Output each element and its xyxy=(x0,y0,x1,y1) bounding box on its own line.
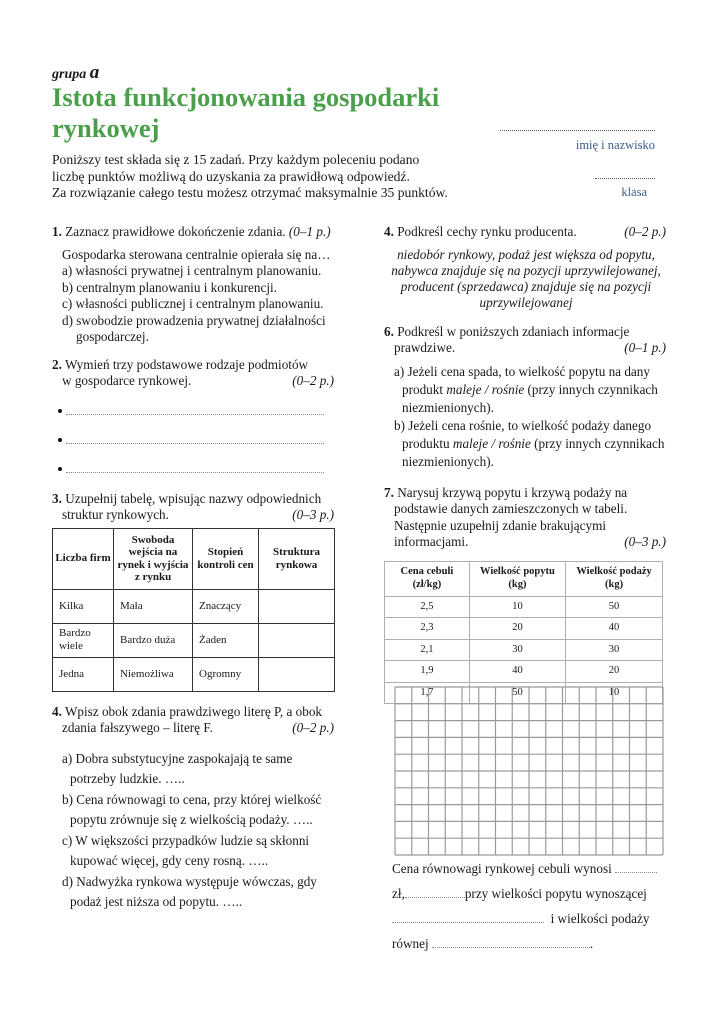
table-header: Stopień kontroli cen xyxy=(193,528,259,589)
table-header: Wielkość podaży (kg) xyxy=(566,561,663,596)
question-prompt: w gospodarce rynkowej. xyxy=(62,373,192,388)
unit-blank[interactable] xyxy=(405,885,465,898)
question-number: 7. xyxy=(384,484,394,500)
answer-line[interactable] xyxy=(52,432,336,448)
statement-text: b) Cena równowagi to cena, przy której wielkość xyxy=(62,791,322,807)
table-row xyxy=(385,639,663,661)
table-cell: 30 xyxy=(469,639,565,661)
table-cell: 10 xyxy=(469,596,565,618)
question-prompt: zdania fałszywego – literę F. xyxy=(62,720,213,735)
table-cell: 2,1 xyxy=(385,639,470,661)
question-2-header xyxy=(52,357,336,374)
left-column xyxy=(52,224,336,913)
table-cell: Jedna xyxy=(53,657,114,691)
table-row xyxy=(385,596,663,618)
question-points: (0–1 p.) xyxy=(624,340,666,355)
table-cell: 10 xyxy=(566,682,663,704)
table-cell: Mała xyxy=(114,589,193,623)
answer-text: równej xyxy=(392,936,429,951)
supply-blank[interactable] xyxy=(432,935,590,948)
statement-text: (przy innych czynnikach xyxy=(534,435,665,451)
table-cell: Żaden xyxy=(193,623,259,657)
option-text[interactable]: producent (sprzedawca) znajduje się na pozycji xyxy=(400,278,652,294)
question-1 xyxy=(52,224,336,346)
table-header: Swoboda wejścia na rynek i wyjścia z rynku xyxy=(114,528,193,589)
question-4 xyxy=(52,704,336,913)
question-6 xyxy=(384,324,668,471)
answer-text: Cena równowagi rynkowej cebuli wynosi xyxy=(392,861,612,876)
question-prompt: Podkreśl cechy rynku producenta. xyxy=(397,224,577,239)
table-cell: 50 xyxy=(469,682,565,704)
statement-text: niezmienionych). xyxy=(402,399,494,415)
statement-text: produkt xyxy=(402,381,444,397)
statement-text: potrzeby ludzkie. xyxy=(70,771,162,786)
answer-cell[interactable] xyxy=(259,589,335,623)
answer-option[interactable]: b) centralnym planowaniu i konkurencji. xyxy=(62,279,277,295)
drawing-grid[interactable] xyxy=(394,686,664,856)
bullet-icon xyxy=(58,409,62,413)
option-text[interactable]: nabywca znajduje się na pozycji uprzywilejowanej, xyxy=(391,262,661,278)
question-prompt: Podkreśl w poniższych zdaniach informacje xyxy=(397,323,630,339)
class-field[interactable] xyxy=(595,172,655,179)
intro-line: Poniższy test składa się z 15 zadań. Przy każdym poleceniu podano xyxy=(52,152,420,167)
question-prompt: Uzupełnij tabelę, wpisując nazwy odpowiednich xyxy=(65,490,322,506)
table-cell: 2,5 xyxy=(385,596,470,618)
grid-lines[interactable] xyxy=(394,686,664,856)
answer-blank[interactable]: ….. xyxy=(292,812,313,827)
answer-option[interactable]: a) własności prywatnej i centralnym planowaniu. xyxy=(62,263,322,278)
question-prompt: podstawie danych zamieszczonych w tabeli. xyxy=(394,501,628,516)
bullet-icon xyxy=(58,467,62,471)
table-cell: Bardzo duża xyxy=(114,623,193,657)
answer-text: zł, xyxy=(392,886,405,901)
table-header: Struktura rynkowa xyxy=(259,528,335,589)
table-cell: 1,7 xyxy=(385,682,470,704)
question-prompt: Wpisz obok zdania prawdziwego literę P, a obok xyxy=(64,703,323,719)
page-title: Istota funkcjonowania gospodarki rynkowej xyxy=(52,82,440,143)
statement-text: a) Jeżeli cena spada, to wielkość popytu na dany xyxy=(394,363,650,379)
question-number: 1. xyxy=(52,224,62,239)
question-points: (0–2 p.) xyxy=(624,224,666,239)
table-cell: Niemożliwa xyxy=(114,657,193,691)
table-cell: 20 xyxy=(566,661,663,683)
question-header xyxy=(384,485,668,502)
onion-price-table xyxy=(384,561,663,705)
table-header: Cena cebuli (zł/kg) xyxy=(385,561,470,596)
answer-blank[interactable]: ….. xyxy=(248,853,269,868)
question-number: 6. xyxy=(384,323,394,339)
answer-cell[interactable] xyxy=(259,623,335,657)
table-cell: 30 xyxy=(566,639,663,661)
choice-text[interactable]: maleje / rośnie xyxy=(446,381,525,397)
question-number: 4. xyxy=(384,224,394,239)
question-stem: Gospodarka sterowana centralnie opierała się na… xyxy=(62,246,331,262)
question-2 xyxy=(52,357,336,477)
table-cell: 2,3 xyxy=(385,618,470,640)
table-row xyxy=(385,661,663,683)
answer-text: i wielkości podaży xyxy=(550,911,650,926)
question-1-header xyxy=(52,224,336,241)
question-3 xyxy=(52,491,336,692)
price-blank[interactable] xyxy=(615,860,657,873)
question-number: 4. xyxy=(52,703,62,719)
answer-line[interactable] xyxy=(52,461,336,477)
market-structures-table xyxy=(52,528,335,692)
table-row xyxy=(53,589,335,623)
group-label xyxy=(52,62,99,84)
statement-text: b) Jeżeli cena rośnie, to wielkość podaży danego xyxy=(394,417,652,433)
answer-blank[interactable]: ….. xyxy=(222,894,243,909)
statement-text: (przy innych czynnikach xyxy=(527,381,658,397)
underline-options[interactable] xyxy=(384,247,668,311)
bullet-icon xyxy=(58,438,62,442)
demand-blank[interactable] xyxy=(392,910,544,923)
statement-text: podaż jest niższa od popytu. xyxy=(70,894,220,909)
answer-option[interactable]: d) swobodzie prowadzenia prywatnej działalności gospodarczej. xyxy=(62,312,326,344)
table-cell: 20 xyxy=(469,618,565,640)
intro-line: Za rozwiązanie całego testu możesz otrzymać maksymalnie 35 punktów. xyxy=(52,185,448,200)
name-field[interactable] xyxy=(500,124,655,131)
question-points: (0–2 p.) xyxy=(292,373,334,388)
table-cell: 50 xyxy=(566,596,663,618)
table-cell: 40 xyxy=(469,661,565,683)
question-points: (0–2 p.) xyxy=(292,720,334,735)
table-cell: 40 xyxy=(566,618,663,640)
answer-blank[interactable]: ….. xyxy=(164,771,185,786)
table-cell: Kilka xyxy=(53,589,114,623)
name-label: imię i nazwisko xyxy=(575,138,655,152)
table-cell: Znaczący xyxy=(193,589,259,623)
intro-text xyxy=(52,152,472,202)
question-4-producer-market xyxy=(384,224,668,311)
question-3-header xyxy=(52,491,336,508)
group-label-text: grupa xyxy=(52,67,87,82)
question-points: (0–1 p.) xyxy=(288,224,331,239)
equilibrium-answer xyxy=(392,856,682,956)
question-points: (0–3 p.) xyxy=(292,507,334,522)
right-column xyxy=(384,224,668,704)
table-header: Wielkość popytu (kg) xyxy=(469,561,565,596)
question-number: 3. xyxy=(52,490,62,506)
question-prompt: prawdziwe. xyxy=(394,340,456,355)
question-prompt: struktur rynkowych. xyxy=(62,507,169,522)
answer-text: . xyxy=(589,936,594,951)
table-row xyxy=(53,657,335,691)
table-cell: Ogromny xyxy=(193,657,259,691)
question-prompt: Narysuj krzywą popytu i krzywą podaży na xyxy=(397,484,628,500)
answer-line[interactable] xyxy=(52,403,336,419)
table-cell: 1,9 xyxy=(385,661,470,683)
statement-text: produktu xyxy=(402,435,450,451)
question-header xyxy=(384,224,668,241)
statement-text: niezmienionych). xyxy=(402,453,494,469)
question-prompt: Wymień trzy podstawowe rodzaje podmiotów xyxy=(64,356,309,372)
statement-text: d) Nadwyżka rynkowa występuje wówczas, gdy xyxy=(62,873,317,889)
answer-text: przy wielkości popytu wynoszącej xyxy=(464,886,647,901)
question-7 xyxy=(384,485,668,705)
table-row xyxy=(385,618,663,640)
statement-text: kupować więcej, gdy ceny rosną. xyxy=(70,853,246,868)
option-text[interactable]: niedobór rynkowy, podaż jest większa od popytu, xyxy=(397,246,655,262)
true-false-statements xyxy=(52,749,336,913)
question-points: (0–3 p.) xyxy=(624,534,666,549)
statement-text: c) W większości przypadków ludzie są skłonni xyxy=(62,832,310,848)
intro-line: liczbę punktów możliwą do uzyskania za prawidłową odpowiedź. xyxy=(52,168,410,184)
class-label: klasa xyxy=(621,185,647,199)
question-number: 2. xyxy=(52,356,62,372)
table-row xyxy=(53,623,335,657)
statement-text: a) Dobra substytucyjne zaspokajają te same xyxy=(62,750,293,766)
answer-option[interactable]: c) własności publicznej i centralnym planowaniu. xyxy=(62,296,324,311)
choice-text[interactable]: maleje / rośnie xyxy=(452,435,531,451)
answer-cell[interactable] xyxy=(259,657,335,691)
question-prompt: Zaznacz prawidłowe dokończenie zdania. xyxy=(65,224,286,239)
question-header xyxy=(384,324,668,341)
statement-text: popytu zrównuje się z wielkością podaży. xyxy=(70,812,290,827)
option-text[interactable]: uprzywilejowanej xyxy=(479,294,573,310)
question-prompt: Następnie uzupełnij zdanie brakującymi xyxy=(394,517,607,533)
question-prompt: informacjami. xyxy=(394,534,469,549)
question-4-header xyxy=(52,704,336,721)
group-letter: a xyxy=(89,62,100,83)
table-header: Liczba firm xyxy=(53,528,114,589)
table-cell: Bardzo wiele xyxy=(53,623,114,657)
